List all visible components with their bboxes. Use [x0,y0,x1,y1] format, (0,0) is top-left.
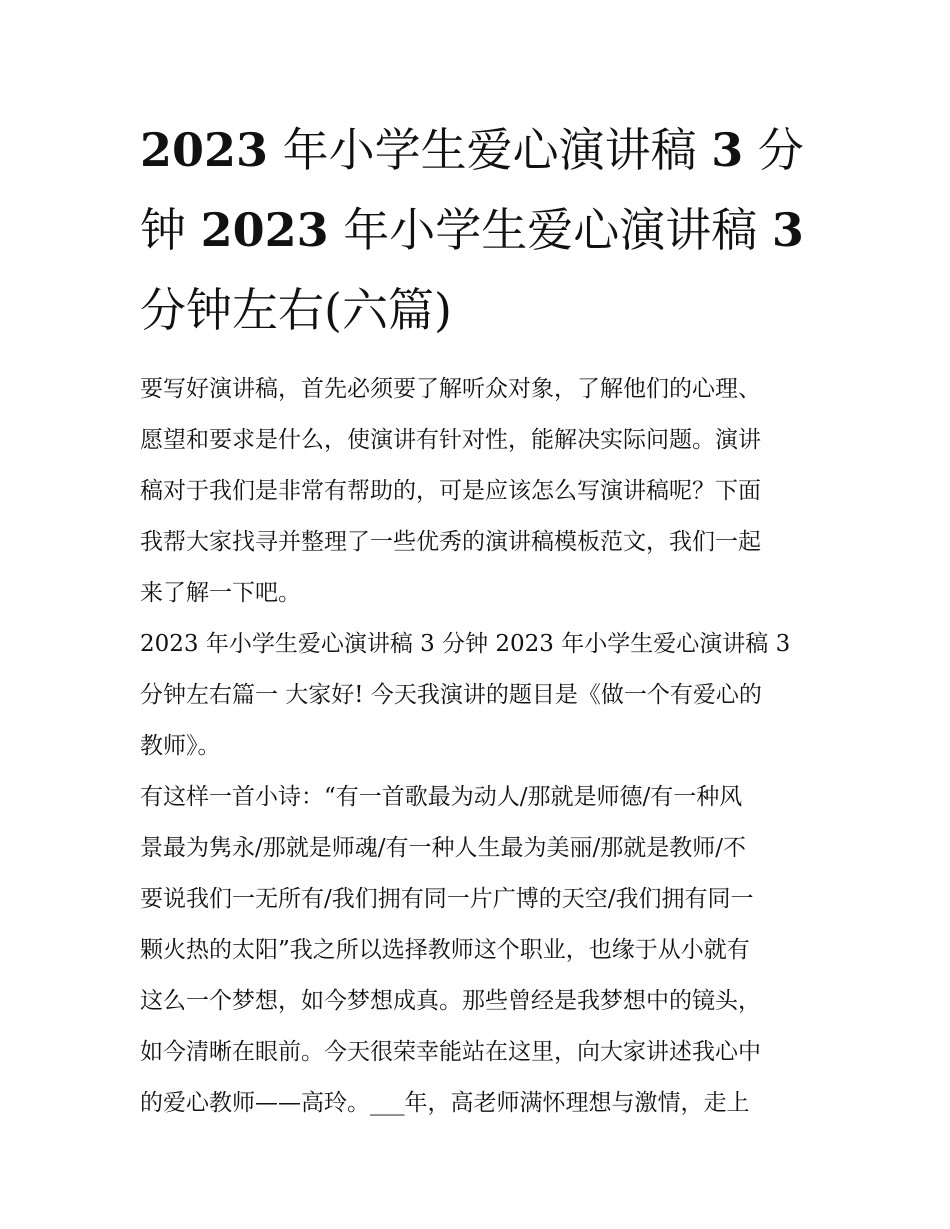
title-text: 年小学生爱心演讲稿 [282,123,697,177]
title-year: 2023 [200,203,329,257]
paragraph-body [140,772,812,1129]
text-line: 愿望和要求是什么，使演讲有针对性，能解决实际问题。演讲 [140,427,761,453]
text-line: 分钟左右篇一 大家好! 今天我演讲的题目是《做一个有爱心的 [140,682,762,708]
text-line: 要写好演讲稿，首先必须要了解听众对象，了解他们的心理、 [140,376,761,402]
text-line: 稿对于我们是非常有帮助的，可是应该怎么写演讲稿呢？下面 [140,478,761,504]
text-line: 有这样一首小诗：“有一首歌最为动人/那就是师德/有一种风 [140,784,743,810]
paragraph-heading [140,619,812,772]
text-line: 如今清晰在眼前。今天很荣幸能站在这里，向大家讲述我心中 [140,1039,761,1065]
paragraph-intro [140,364,812,619]
title-number: 3 [771,203,804,257]
text-line: 颗火热的太阳”我之所以选择教师这个职业，也缘于从小就有 [140,937,750,963]
text-line: 我帮大家找寻并整理了一些优秀的演讲稿模板范文，我们一起 [140,529,761,555]
title-year: 2023 [140,123,269,177]
text-line: 景最为隽永/那就是师魂/有一种人生最为美丽/那就是教师/不 [140,835,746,861]
text-line: 来了解一下吧。 [140,580,301,606]
title-text: 年小学生爱心演讲稿 [343,203,758,257]
title-line-1 [140,110,812,190]
text-line: 的爱心教师——高玲。___年，高老师满怀理想与激情，走上 [140,1090,750,1116]
document-content [140,110,812,1129]
title-number: 3 [711,123,744,177]
text-line: 要说我们一无所有/我们拥有同一片广博的天空/我们拥有同一 [140,886,754,912]
title-line-2 [140,190,812,270]
text-line: 这么一个梦想，如今梦想成真。那些曾经是我梦想中的镜头， [140,988,761,1014]
text-line: 2023 年小学生爱心演讲稿 3 分钟 2023 年小学生爱心演讲稿 3 [140,631,791,657]
text-line: 教师》。 [140,733,221,759]
title-text: 分 [757,123,804,177]
document-title [140,110,812,350]
title-text: 钟 [140,203,186,257]
title-line-3: 分钟左右(六篇) [140,283,452,337]
